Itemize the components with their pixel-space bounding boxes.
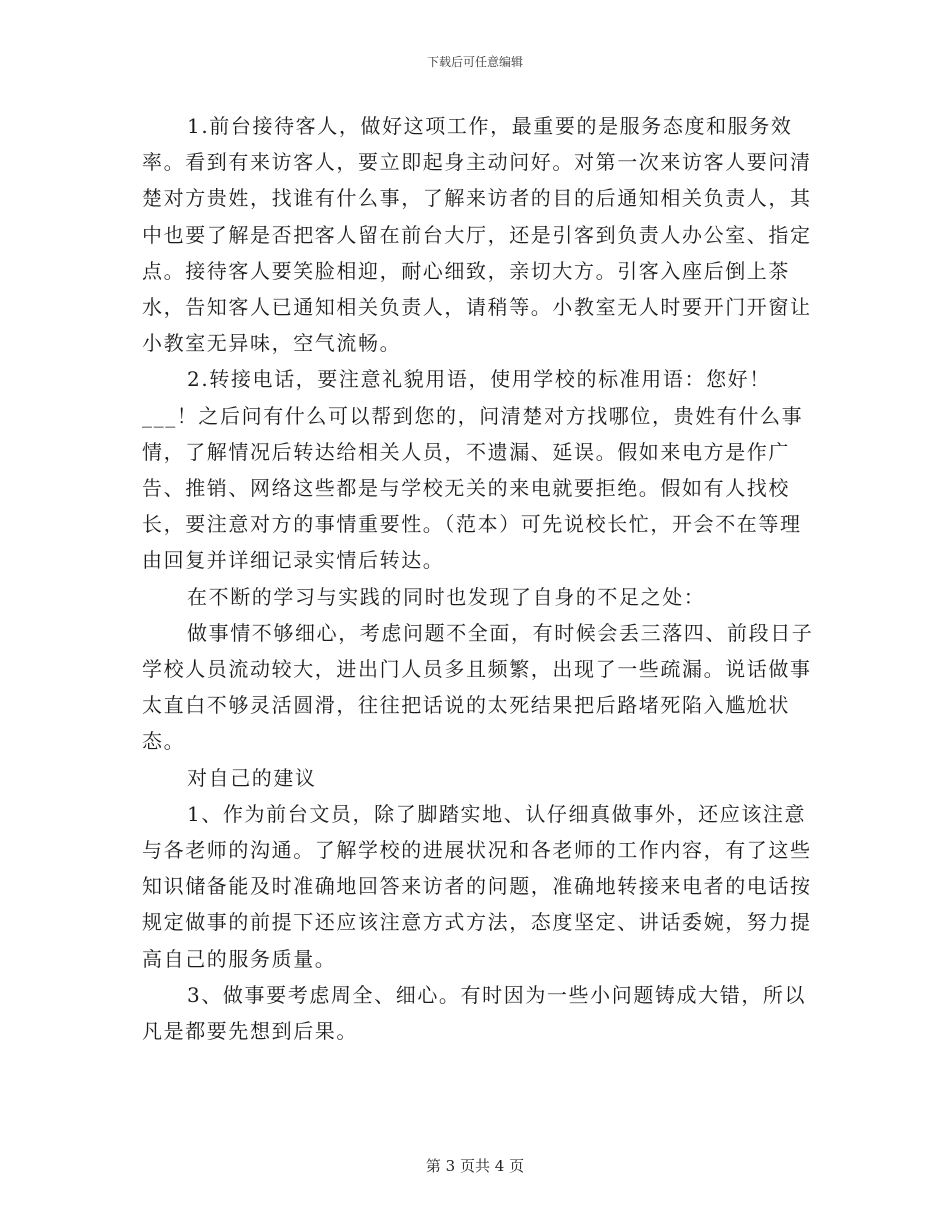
paragraph-phone-transfer: 2.转接电话，要注意礼貌用语，使用学校的标准用语：您好！___！之后问有什么可以帮到您的，问清楚对方找哪位，贵姓有什么事情，了解情况后转达给相关人员，不遗漏、延误。假如来电方是作广告、推销、网络这些都是与学校无关的来电就要拒绝。假如有人找校长，要注意对方的事情重要性。（范本）可先说校长忙，开会不在等理由回复并详细记录实情后转达。: [142, 367, 804, 573]
document-body: [142, 108, 814, 1049]
section-heading-suggestions: 对自己的建议: [187, 765, 317, 790]
paragraph-shortcomings: 做事情不够细心，考虑问题不全面，有时候会丢三落四、前段日子学校人员流动较大，进出门人员多且频繁，出现了一些疏漏。说话做事太直白不够灵活圆滑，往往把话说的太死结果把后路堵死陷入尴尬状态。: [142, 620, 814, 754]
paragraph-suggestion-1: 1、作为前台文员，除了脚踏实地、认仔细真做事外，还应该注意与各老师的沟通。了解学校的进展状况和各老师的工作内容，有了这些知识储备能及时准确地回答来访者的问题，准确地转接来电者的电话按规定做事的前提下还应该注意方式方法，态度坚定、讲话委婉，努力提高自己的服务质量。: [142, 801, 812, 971]
page-header-note: 下载后可任意编辑: [426, 55, 523, 69]
paragraph-shortcomings-intro: 在不断的学习与实践的同时也发现了自身的不足之处：: [187, 584, 706, 609]
paragraph-suggestion-3: 3、做事要考虑周全、细心。有时因为一些小问题铸成大错，所以凡是都要先想到后果。: [142, 982, 807, 1044]
page-number: 第 3 页共 4 页: [425, 1157, 525, 1175]
paragraph-reception: 1.前台接待客人，做好这项工作，最重要的是服务态度和服务效率。看到有来访客人，要立即起身主动问好。对第一次来访客人要问清楚对方贵姓，找谁有什么事，了解来访者的目的后通知相关负责人，其中也要了解是否把客人留在前台大厅，还是引客到负责人办公室、指定点。接待客人要笑脸相迎，耐心细致，亲切大方。引客入座后倒上茶水，告知客人已通知相关负责人，请稍等。小教室无人时要开门开窗让小教室无异味，空气流畅。: [142, 114, 812, 356]
